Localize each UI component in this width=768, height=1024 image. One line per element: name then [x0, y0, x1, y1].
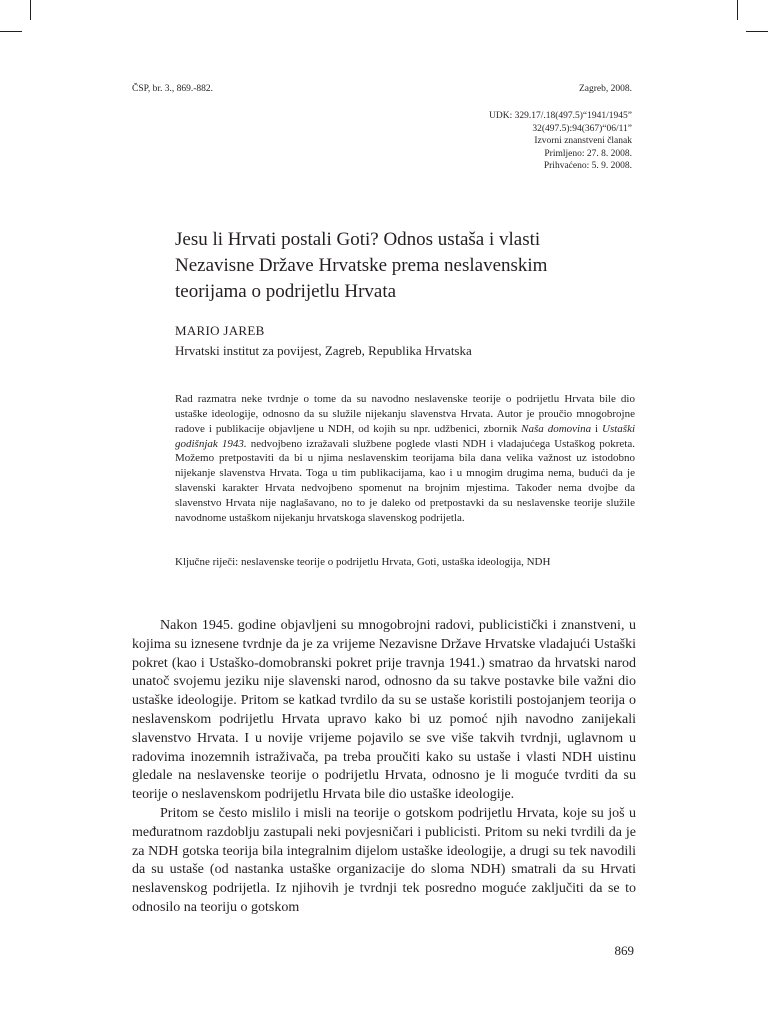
crop-mark-right: [746, 31, 768, 32]
abstract: [175, 392, 635, 526]
body-paragraph: Nakon 1945. godine objavljeni su mnogobrojni radovi, publicistički i znanstveni, u kojima su iznesene tvrdnje da je za vrijeme Nezavisne Države Hrvatske vladajući Ustaški pokret (kao i Ustaško-domobranski pokret prije travnja 1941.) smatrao da hrvatski narod unatoč svojemu jeziku nije slavenski narod, odnosno da su takve postavke bile važni dio ustaške ideologije. Pritom se katkad tvrdilo da su se ustaše koristili postojanjem teorija o neslavenskom podrijetlu Hrvata upravo kako bi uz pomoć njih navodno zanijekali slavenstvo Hrvata. I u novije vrijeme pojavilo se sve više takvih tvrdnji, uglavnom u radovima inozemnih istraživača, pa treba proučiti kako su ustaše i vlasti NDH uistinu gledale na neslavenske teorije o podrijetlu Hrvata, odnosno je li moguće tvrditi da su teorije o neslavenskom podrijetlu Hrvata bile dio ustaške ideologije.: [132, 618, 636, 803]
place-date: Zagreb, 2008.: [578, 84, 632, 94]
crop-mark-left: [0, 31, 22, 32]
udk-code-line2: 32(497.5):94(367)“06/11”: [532, 123, 632, 134]
abstract-italic-title: Ustaški godišnjak 1943.: [175, 422, 636, 450]
title-line: teorijama o podrijetlu Hrvata: [175, 281, 397, 302]
received-date: Primljeno: 27. 8. 2008.: [544, 148, 632, 159]
article-metadata: [489, 110, 632, 173]
abstract-part: Rad razmatra neke tvrdnje o tome da su navodno neslavenske teorije o podrijetlu Hrvata bile dio ustaške ideologije, odnosno da su služile nijekanju slavenstva Hrvata. Autor je proučio mnogobrojne radove i publikacije objavljene u NDH, od kojih su npr. udžbenici, zbornik: [175, 393, 635, 435]
title-line: Jesu li Hrvati postali Goti? Odnos ustaša i vlasti: [175, 229, 541, 250]
crop-mark-top-left: [30, 0, 31, 20]
keywords: Ključne riječi: neslavenske teorije o podrijetlu Hrvata, Goti, ustaška ideologija, NDH: [175, 556, 551, 568]
article-type: Izvorni znanstveni članak: [534, 136, 632, 147]
abstract-text: [175, 392, 635, 526]
body-paragraph: Pritom se često mislilo i misli na teorije o gotskom podrijetlu Hrvata, koje su još u međuratnom razdoblju zastupali neki povjesničari i publicisti. Pritom su neki tvrdili da je za NDH gotska teorija bila integralnim dijelom ustaške ideologije, a drugi su tek navodili da su ustaše (od nastanka ustaške organizacije do sloma NDH) smatrali da su Hrvati neslavenskog podrijetla. Iz njihovih je tvrdnji tek posredno moguće zaključiti da se to odnosilo na teoriju o gotskom: [132, 805, 636, 915]
abstract-part: nedvojbeno izražavali službene poglede vlasti NDH i vladajućega Ustaškog pokreta. Možemo pretpostaviti da bi u njima neslavenskim teorijama bila dana velika važnost uz istodobno nijekanje slavenstva Hrvata. Toga u tim publikacijama, kao i u mnogim drugima nema, budući da je slavenski karakter Hrvata nedvojbeno spomenut na brojnim mjestima. Također nema dvojbe da slavenstvo Hrvata nije naglašavano, no to je daleko od pretpostavki da su neslavenske teorije služile navodnome ustaškom nijekanju hrvatskoga slavenskog podrijetla.: [175, 437, 635, 524]
article-title: [175, 227, 645, 305]
title-line: Nezavisne Države Hrvatske prema neslavenskim: [175, 255, 548, 276]
page-number: 869: [614, 943, 634, 958]
udk-code-line1: UDK: 329.17/.18(497.5)“1941/1945”: [488, 111, 632, 121]
crop-mark-top-right: [737, 0, 738, 20]
body-text: [132, 617, 636, 918]
author-affiliation: Hrvatski institut za povijest, Zagreb, Republika Hrvatska: [175, 343, 472, 358]
abstract-part: i: [591, 422, 603, 435]
journal-reference: ČSP, br. 3., 869.-882.: [132, 84, 214, 94]
accepted-date: Prihvaćeno: 5. 9. 2008.: [543, 161, 632, 172]
author-name: MARIO JAREB: [175, 323, 265, 338]
abstract-italic-title: Naša domovina: [521, 422, 592, 435]
